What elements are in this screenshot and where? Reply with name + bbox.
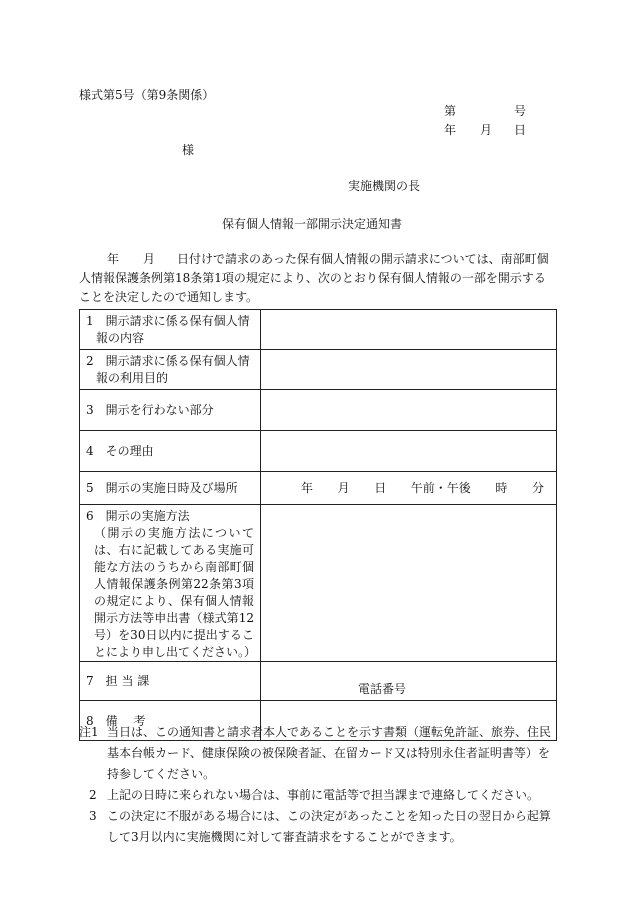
row6-description: （開示の実施方法については、右に記載してある実施可能な方法のうちから南部町個人情報保護条例第22条第3項の規定により、保有個人情報開示方法等申出書（様式第12号）を30日以内に提出することにより申し出てください。） bbox=[94, 526, 257, 659]
addressee-suffix: 様 bbox=[182, 143, 195, 157]
form-number: 様式第5号（第9条関係） bbox=[79, 88, 215, 102]
table-row bbox=[80, 390, 557, 431]
table-row bbox=[80, 350, 557, 390]
page-title: 保有個人情報一部開示決定通知書 bbox=[222, 217, 403, 231]
row4-label: 4 その理由 bbox=[80, 431, 261, 472]
row5-value bbox=[261, 472, 557, 505]
when-minute: 分 bbox=[531, 481, 544, 495]
note-1-head: 注1 bbox=[79, 725, 99, 739]
table-row bbox=[80, 310, 557, 350]
note-3-text: この決定に不服がある場合には、この決定があったことを知った日の翌日から起算して3月以内に実施機関に対して審査請求をすることができます。 bbox=[107, 809, 551, 844]
date-year: 年 bbox=[444, 123, 457, 137]
when-month: 月 bbox=[337, 481, 350, 495]
row6-value bbox=[261, 505, 557, 662]
row3-label: 3 開示を行わない部分 bbox=[80, 390, 261, 431]
note-2-num: 2 bbox=[89, 788, 97, 802]
doc-number-prefix: 第 bbox=[444, 104, 457, 118]
date-month: 月 bbox=[480, 123, 493, 137]
row1-label: 1 開示請求に係る保有個人情 報の内容 bbox=[80, 310, 261, 350]
note-1 bbox=[79, 722, 557, 785]
disclosure-table bbox=[79, 309, 557, 741]
body-year: 年 bbox=[107, 252, 120, 266]
table-row bbox=[80, 472, 557, 505]
note-2 bbox=[79, 785, 557, 806]
note-1-text: 当日は、この通知書と請求者本人であることを示す書類（運転免許証、旅券、住民基本台帳カード、健康保険の被保険者証、在留カード又は特別永住者証明書等）を持参してください。 bbox=[107, 725, 552, 781]
row6-label: 6 開示の実施方法 （開示の実施方法については、右に記載してある実施可能な方法のうちから南部町個人情報保護条例第22条第3項の規定により、保有個人情報開示方法等申出書（様式第12号）を30日以内に提出することにより申し出てください。） bbox=[80, 505, 261, 662]
row7-label: 7 担 当 課 bbox=[80, 662, 261, 701]
note-3 bbox=[79, 806, 557, 848]
date-day: 日 bbox=[514, 123, 527, 137]
when-hour: 時 bbox=[495, 481, 508, 495]
row2-value bbox=[261, 350, 557, 390]
row7-value bbox=[261, 662, 557, 701]
row1-value bbox=[261, 310, 557, 350]
body-paragraph bbox=[79, 250, 557, 307]
row8-label: 8 備 考 bbox=[80, 701, 261, 741]
row2-label: 2 開示請求に係る保有個人情 報の利用目的 bbox=[80, 350, 261, 390]
table-row bbox=[80, 431, 557, 472]
when-year: 年 bbox=[301, 481, 314, 495]
body-text: 日付けで請求のあった保有個人情報の開示請求については、南部町個人情報保護条例第18条第1項の規定により、次のとおり保有個人情報の一部を開示することを決定したので通知します。 bbox=[79, 252, 549, 304]
table-row bbox=[80, 505, 557, 662]
phone-label: 電話番号 bbox=[358, 682, 407, 696]
issuer: 実施機関の長 bbox=[348, 179, 421, 193]
when-day: 日 bbox=[374, 481, 387, 495]
when-ampm: 午前・午後 bbox=[410, 481, 471, 495]
note-3-num: 3 bbox=[89, 809, 97, 823]
notes bbox=[79, 722, 557, 848]
row4-value bbox=[261, 431, 557, 472]
note-2-text: 上記の日時に来られない場合は、事前に電話等で担当課まで連絡してください。 bbox=[107, 788, 540, 802]
doc-number-suffix: 号 bbox=[514, 104, 527, 118]
row5-label: 5 開示の実施日時及び場所 bbox=[80, 472, 261, 505]
row3-value bbox=[261, 390, 557, 431]
body-month: 月 bbox=[143, 252, 156, 266]
table-row bbox=[80, 662, 557, 701]
